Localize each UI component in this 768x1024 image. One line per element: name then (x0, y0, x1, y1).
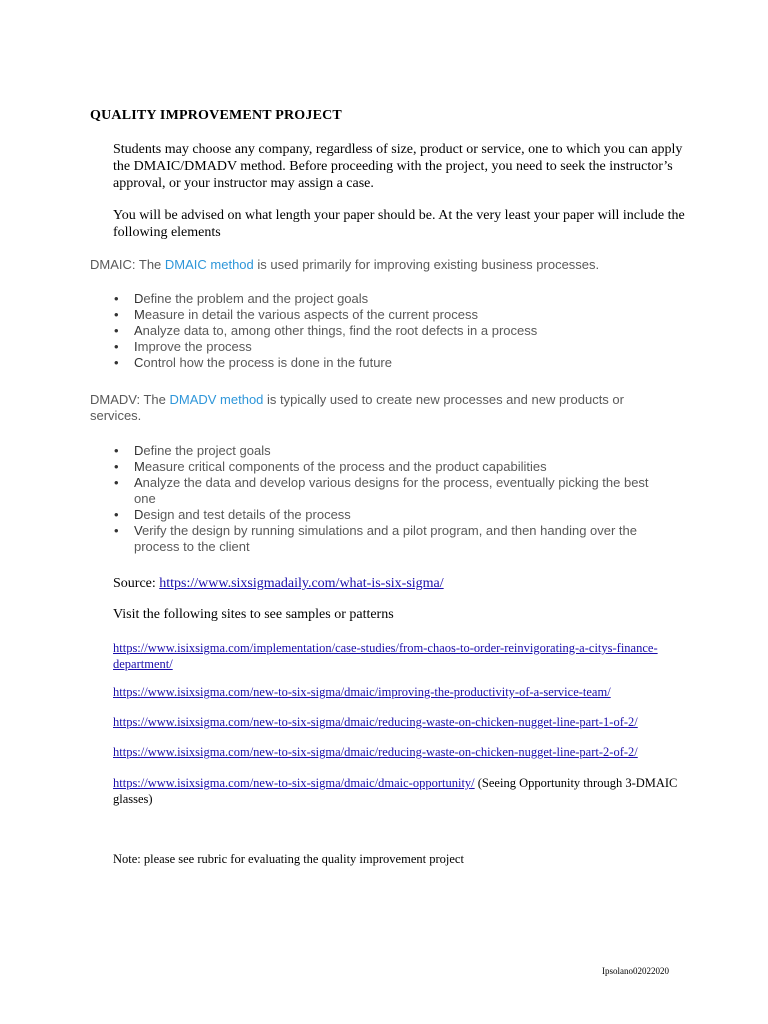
step-text: mprove the process (137, 339, 252, 354)
step-text: efine the project goals (143, 443, 271, 458)
sample-link[interactable]: https://www.isixsigma.com/new-to-six-sigma/dmaic/reducing-waste-on-chicken-nugget-line-part-1-of-2/ (113, 715, 638, 729)
sample-link-item (113, 640, 678, 672)
step-initial: M (134, 459, 145, 474)
step-initial: D (134, 443, 144, 458)
list-item (112, 443, 652, 459)
step-initial: D (134, 291, 144, 306)
list-item (112, 291, 652, 307)
source-link[interactable]: https://www.sixsigmadaily.com/what-is-six-sigma/ (159, 576, 444, 591)
visit-text: Visit the following sites to see samples or patterns (113, 607, 394, 622)
bullet-icon: • (114, 339, 119, 354)
step-text: efine the problem and the project goals (143, 291, 369, 306)
step-initial: A (134, 323, 143, 338)
rubric-note: Note: please see rubric for evaluating the quality improvement project (113, 852, 464, 866)
bullet-icon: • (114, 443, 119, 458)
step-text: ontrol how the process is done in the future (143, 355, 392, 370)
list-item (112, 459, 652, 475)
sample-link-item (113, 684, 678, 700)
footer-id: Ipsolano02022020 (602, 966, 669, 976)
sample-link-item (113, 714, 678, 730)
step-initial: I (134, 339, 138, 354)
intro-paragraph-2: You will be advised on what length your paper should be. At the very least your paper will include the following elements (113, 208, 685, 240)
step-text: erify the design by running simulations and a pilot program, and then handing over the process to the client (134, 523, 638, 554)
step-initial: D (134, 507, 144, 522)
sample-link[interactable]: https://www.isixsigma.com/implementation/case-studies/from-chaos-to-order-reinvigorating-a-citys-finance-department/ (113, 641, 658, 671)
dmadv-method-link[interactable]: DMADV method (169, 392, 264, 407)
dmadv-description: is typically used to create new processes and new products or services. (90, 392, 624, 423)
list-item (112, 323, 652, 339)
step-initial: V (134, 523, 142, 538)
list-item (112, 507, 652, 523)
step-text: easure critical components of the process and the product capabilities (144, 459, 547, 474)
page-title: QUALITY IMPROVEMENT PROJECT (90, 108, 342, 123)
dmadv-heading (90, 392, 650, 424)
dmaic-heading (90, 257, 650, 273)
intro-paragraph-1: Students may choose any company, regardless of size, product or service, one to which you can apply the DMAIC/DMADV method. Before proceeding with the project, you need to seek the instructor’s approval, or your instructor may assign a case. (113, 142, 683, 191)
step-initial: C (134, 355, 144, 370)
sample-link-note: (Seeing Opportunity through 3-DMAIC glasses) (113, 776, 678, 806)
list-item (112, 475, 652, 507)
step-initial: M (134, 307, 145, 322)
sample-link-item (113, 744, 678, 760)
step-text: esign and test details of the process (143, 507, 351, 522)
source-label: Source: (113, 576, 160, 591)
step-initial: A (134, 475, 143, 490)
sample-link[interactable]: https://www.isixsigma.com/new-to-six-sigma/dmaic/reducing-waste-on-chicken-nugget-line-part-2-of-2/ (113, 745, 638, 759)
bullet-icon: • (114, 475, 119, 490)
dmaic-list (112, 291, 652, 371)
list-item (112, 307, 652, 323)
bullet-icon: • (114, 523, 119, 538)
sample-link-item (113, 775, 678, 807)
bullet-icon: • (114, 507, 119, 522)
step-text: nalyze data to, among other things, find the root defects in a process (142, 323, 538, 338)
dmadv-colon: : The (136, 392, 170, 407)
bullet-icon: • (114, 355, 119, 370)
list-item (112, 355, 652, 371)
step-text: nalyze the data and develop various designs for the process, eventually picking the best one (134, 475, 649, 506)
dmadv-list (112, 443, 652, 555)
source-line (113, 575, 444, 592)
sample-link[interactable]: https://www.isixsigma.com/new-to-six-sigma/dmaic/improving-the-productivity-of-a-service-team/ (113, 685, 611, 699)
dmaic-method-link[interactable]: DMAIC method (164, 257, 254, 272)
step-text: easure in detail the various aspects of the current process (144, 307, 478, 322)
bullet-icon: • (114, 323, 119, 338)
bullet-icon: • (114, 291, 119, 306)
dmaic-label: DMAIC (90, 257, 132, 272)
list-item (112, 339, 652, 355)
list-item (112, 523, 652, 555)
bullet-icon: • (114, 307, 119, 322)
dmaic-description: is used primarily for improving existing business processes. (253, 257, 600, 272)
sample-link[interactable]: https://www.isixsigma.com/new-to-six-sigma/dmaic/dmaic-opportunity/ (113, 776, 475, 790)
dmaic-colon: : The (131, 257, 165, 272)
bullet-icon: • (114, 459, 119, 474)
dmadv-label: DMADV (90, 392, 137, 407)
